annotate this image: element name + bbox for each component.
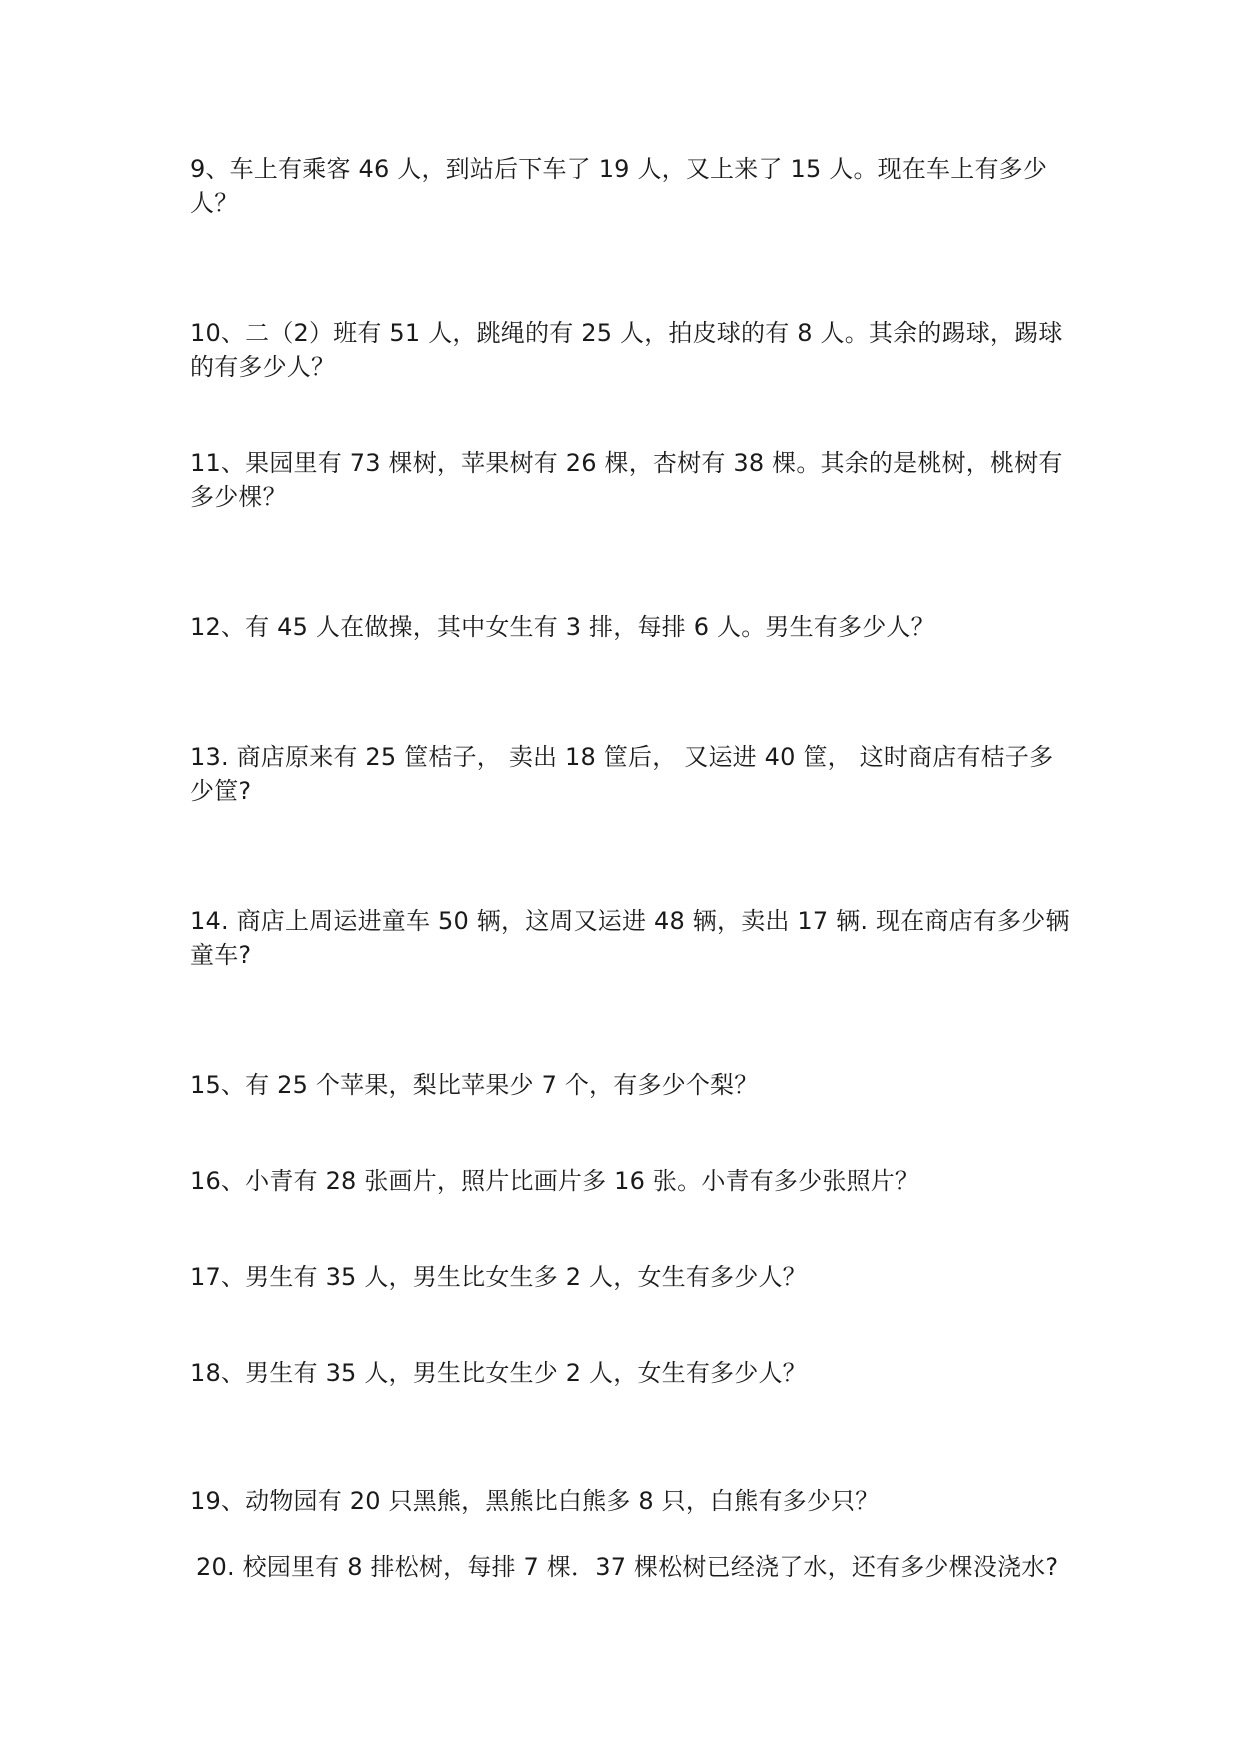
problem-9: 9、车上有乘客 46 人，到站后下车了 19 人，又上来了 15 人。现在车上有多少人？ bbox=[190, 155, 1048, 217]
problem-18: 18、男生有 35 人，男生比女生少 2 人，女生有多少人？ bbox=[190, 1359, 807, 1387]
problem-11: 11、果园里有 73 棵树，苹果树有 26 棵，杏树有 38 棵。其余的是桃树，桃树有多少棵？ bbox=[190, 449, 1063, 511]
problem-13: 13. 商店原来有 25 筐桔子， 卖出 18 筐后， 又运进 40 筐， 这时商店有桔子多少筐? bbox=[190, 743, 1054, 805]
problem-16: 16、小青有 28 张画片，照片比画片多 16 张。小青有多少张照片？ bbox=[190, 1167, 920, 1195]
problem-20: 20. 校园里有 8 排松树，每排 7 棵．37 棵松树已经浇了水，还有多少棵没浇水? bbox=[196, 1553, 1059, 1581]
problem-17: 17、男生有 35 人，男生比女生多 2 人，女生有多少人？ bbox=[190, 1263, 807, 1291]
problem-19: 19、动物园有 20 只黑熊，黑熊比白熊多 8 只，白熊有多少只？ bbox=[190, 1487, 880, 1515]
problem-10: 10、二（2）班有 51 人，跳绳的有 25 人，拍皮球的有 8 人。其余的踢球，踢球的有多少人？ bbox=[190, 319, 1063, 381]
problem-14: 14. 商店上周运进童车 50 辆，这周又运进 48 辆，卖出 17 辆. 现在商店有多少辆童车? bbox=[190, 907, 1070, 969]
problem-12: 12、有 45 人在做操，其中女生有 3 排，每排 6 人。男生有多少人？ bbox=[190, 613, 935, 641]
problem-15: 15、有 25 个苹果，梨比苹果少 7 个，有多少个梨？ bbox=[190, 1071, 759, 1099]
